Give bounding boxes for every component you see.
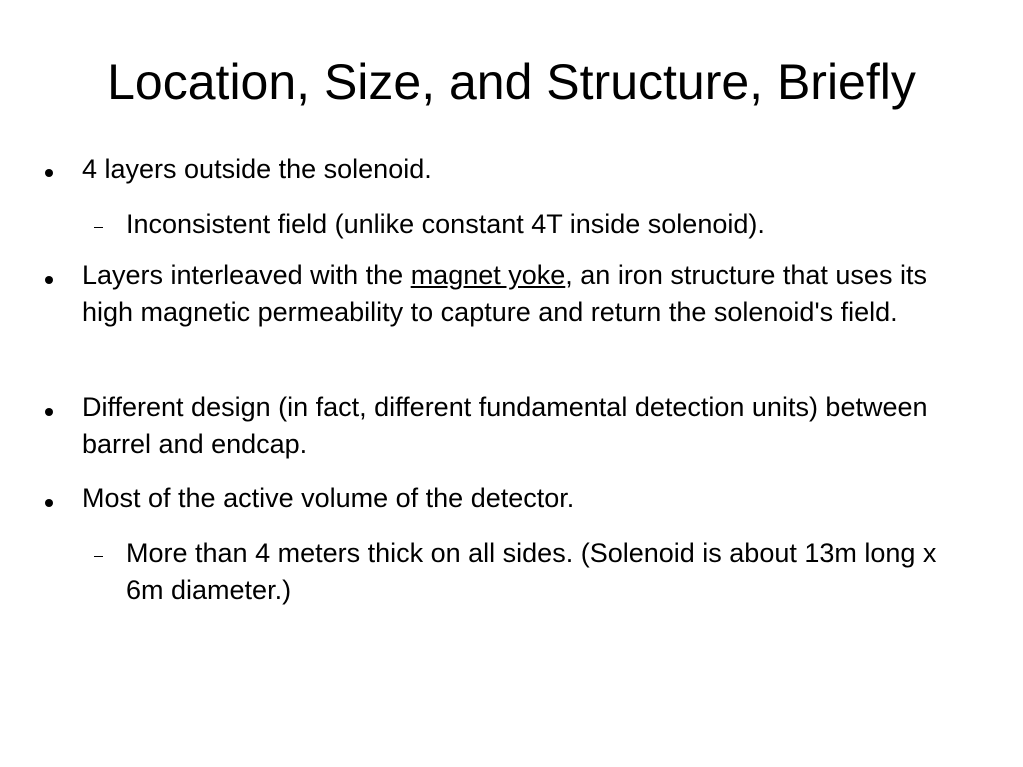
sub-bullet-item-1 xyxy=(126,206,986,243)
bullet-item-4 xyxy=(82,480,962,517)
bullet-text-after-link: , an iron structure that uses its high magnetic permeability to capture and return the solenoid's field. xyxy=(82,260,927,327)
bullet-text: Most of the active volume of the detector. xyxy=(82,483,575,513)
sub-bullet-item-2 xyxy=(126,535,976,609)
bullet-dot-icon xyxy=(45,169,53,177)
bullet-item-2 xyxy=(82,257,962,331)
magnet-yoke-link[interactable]: magnet yoke xyxy=(410,260,566,290)
bullet-dot-icon xyxy=(45,499,53,507)
sub-bullet-dash-icon xyxy=(94,227,103,228)
bullet-text-before-link: Layers interleaved with the xyxy=(82,260,411,290)
sub-bullet-text: More than 4 meters thick on all sides. (Solenoid is about 13m long x 6m diameter.) xyxy=(126,538,937,605)
bullet-dot-icon xyxy=(45,276,53,284)
bullet-item-3 xyxy=(82,389,962,463)
bullet-text: Different design (in fact, different fundamental detection units) between barrel and endcap. xyxy=(82,392,928,459)
bullet-dot-icon xyxy=(45,408,53,416)
slide-title: Location, Size, and Structure, Briefly xyxy=(107,54,916,110)
sub-bullet-dash-icon xyxy=(94,556,103,557)
sub-bullet-text: Inconsistent field (unlike constant 4T inside solenoid). xyxy=(126,209,765,239)
bullet-text: 4 layers outside the solenoid. xyxy=(82,154,432,184)
bullet-item-1 xyxy=(82,151,962,188)
